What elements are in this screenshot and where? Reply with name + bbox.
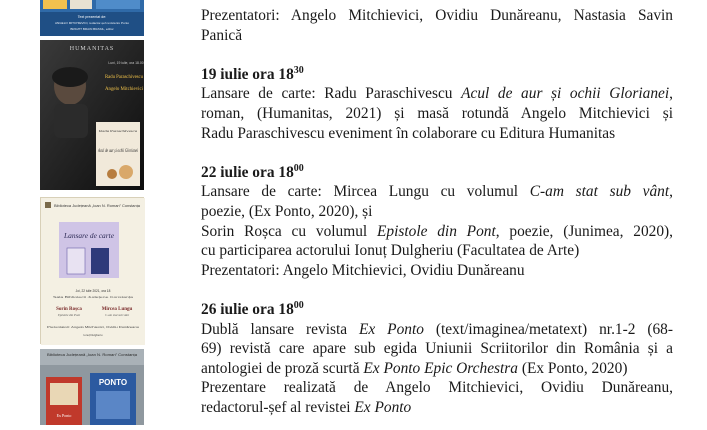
poster-venue: Sala Bibliotecii Județene Constanța — [53, 295, 134, 299]
event3-time-sup: 00 — [293, 300, 304, 311]
event2-date-text: 22 iulie ora 18 — [201, 163, 294, 181]
event3-line3-post: (Ex Ponto, 2020) — [518, 359, 628, 377]
poster-author2: Angelo Mitchievici — [105, 86, 144, 92]
event3-line4-text: Prezentare realizată de Angelo Mitchievici, Ovidiu Dunăreanu, — [201, 379, 673, 397]
event1-line2-text: roman, (Humanitas, 2021) și masă rotundă Angelo Mitchievici și — [201, 105, 673, 122]
poster-lansare-title: Lansare de carte — [62, 232, 114, 240]
poster-book-right: C-am stat sub vânt — [105, 313, 129, 317]
event2-line1-pre: Lansare de carte: Mircea Lungu cu volumul — [201, 183, 530, 201]
event3-line5-pre: redactorul-șef al revistei — [201, 399, 355, 416]
event1-time-sup: 30 — [293, 64, 304, 76]
event1-book-title: Acul de aur și ochii Glorianei — [461, 85, 670, 103]
event2-line5-text: Prezentatori: Angelo Mitchievici, Ovidiu Dunăreanu — [201, 261, 525, 279]
event-poster-top — [40, 0, 144, 36]
poster-book-ex-ponto: Ex Ponto — [56, 413, 72, 418]
event1-line3-text: Radu Paraschivescu eveniment în colaborare cu Editura Humanitas — [201, 124, 616, 142]
event-poster-library — [40, 197, 144, 344]
event2-line2 — [201, 202, 673, 222]
poster-top-line3: BRIGHT BRAIN BRASIL, editor — [70, 27, 114, 31]
poster-guest: Ionuț Dulgheriu — [83, 333, 103, 337]
event3-editor-mag: Ex Ponto — [354, 399, 412, 416]
event-date-19-iulie — [201, 65, 673, 85]
event2-book2-title: Epistole din Pont — [376, 222, 496, 240]
event-poster-humanitas — [40, 40, 144, 190]
poster-library-name: Biblioteca Județeană „Ioan N. Roman” Constanța — [54, 204, 141, 208]
poster-book-left: Epistole din Pont — [57, 313, 81, 317]
poster-top-line2: ANGELO MITCHIEVICI, redactor-șef revista Ex Ponto — [54, 21, 130, 25]
poster-author1: Radu Paraschivescu — [105, 74, 144, 80]
event3-line2-text: 69) revistă care apare sub egida Uniunii Scriitorilor din România și a — [201, 340, 673, 358]
poster-presenters: Prezentatori: Angelo Mitchievici, Ovidiu Dunăreanu — [47, 325, 140, 329]
event1-line3 — [201, 124, 673, 144]
event1-line1 — [201, 84, 673, 104]
event3-line3-pre: antologiei de proză scurtă — [201, 359, 364, 377]
event3-line1-post: (text/imaginea/metatext) nr.1-2 (68- — [423, 320, 674, 338]
poster-ex-ponto-library: Biblioteca Județeană „Ioan N. Roman” Constanța — [47, 353, 138, 357]
poster-publisher: HUMANITAS — [69, 46, 115, 52]
event3-line5 — [201, 398, 673, 418]
event3-date-text: 26 iulie ora 18 — [201, 301, 294, 318]
event1-date-text: 19 iulie ora 18 — [201, 65, 294, 83]
top-presenters-line — [201, 6, 673, 26]
poster-top-art — [40, 0, 144, 36]
event1-line2 — [201, 104, 673, 124]
event2-line2-text: poezie, (Ex Ponto, 2020), și — [201, 203, 373, 220]
event2-line1-post: , — [669, 183, 674, 201]
poster-date: Joi, 22 iulie 2021, ora 18 — [75, 289, 111, 293]
event2-line1 — [201, 182, 673, 202]
poster-humanitas-art — [40, 40, 144, 190]
event1-line1-post: , — [669, 85, 673, 103]
event2-line4-text: cu participarea actorului Ionuț Dulgheriu (Facultatea de Arte) — [201, 242, 580, 260]
event2-time-sup: 00 — [293, 162, 304, 174]
event3-line1 — [201, 320, 673, 340]
poster-event-time: Luni, 19 iulie, ora 18.00 — [108, 61, 144, 65]
event1-line1-pre: Lansare de carte: Radu Paraschivescu — [201, 85, 462, 103]
event2-line4 — [201, 241, 673, 261]
event2-line5 — [201, 261, 673, 281]
poster-book-title: Acul de aur și ochii Glorianei — [97, 149, 139, 154]
poster-top-line1: Text prezentat de: — [77, 15, 107, 19]
poster-author-left: Sorin Roșca — [56, 307, 82, 312]
poster-ex-ponto-art — [40, 349, 144, 425]
event-date-22-iulie — [201, 163, 673, 183]
top-presenters-cont — [201, 26, 673, 46]
event2-book-title: C-am stat sub vânt — [529, 183, 670, 201]
top-presenters-text: Prezentatori: Angelo Mitchievici, Ovidiu Dunăreanu, Nastasia Savin — [201, 7, 673, 24]
event-poster-ex-ponto — [40, 349, 144, 425]
top-presenters-cont-text: Panică — [201, 26, 243, 44]
event2-line3-post: , poezie, (Junimea, 2020), — [495, 222, 674, 240]
event3-line1-pre: Dublă lansare revista — [201, 320, 360, 338]
poster-book-author: Radu Paraschivescu — [99, 129, 138, 133]
event3-anthology-title: Ex Ponto Epic Orchestra — [363, 359, 518, 377]
event2-line3-pre: Sorin Roșca cu volumul — [201, 222, 377, 240]
event3-line2 — [201, 339, 673, 359]
poster-mag-title: PONTO — [98, 378, 128, 387]
event3-line4 — [201, 378, 673, 398]
event2-line3 — [201, 222, 673, 242]
poster-author-right: Mircea Lungu — [101, 307, 133, 312]
event3-mag-title: Ex Ponto — [359, 320, 424, 338]
event3-line3 — [201, 359, 673, 379]
event-date-26-iulie — [201, 300, 673, 320]
poster-library-art — [41, 198, 145, 345]
